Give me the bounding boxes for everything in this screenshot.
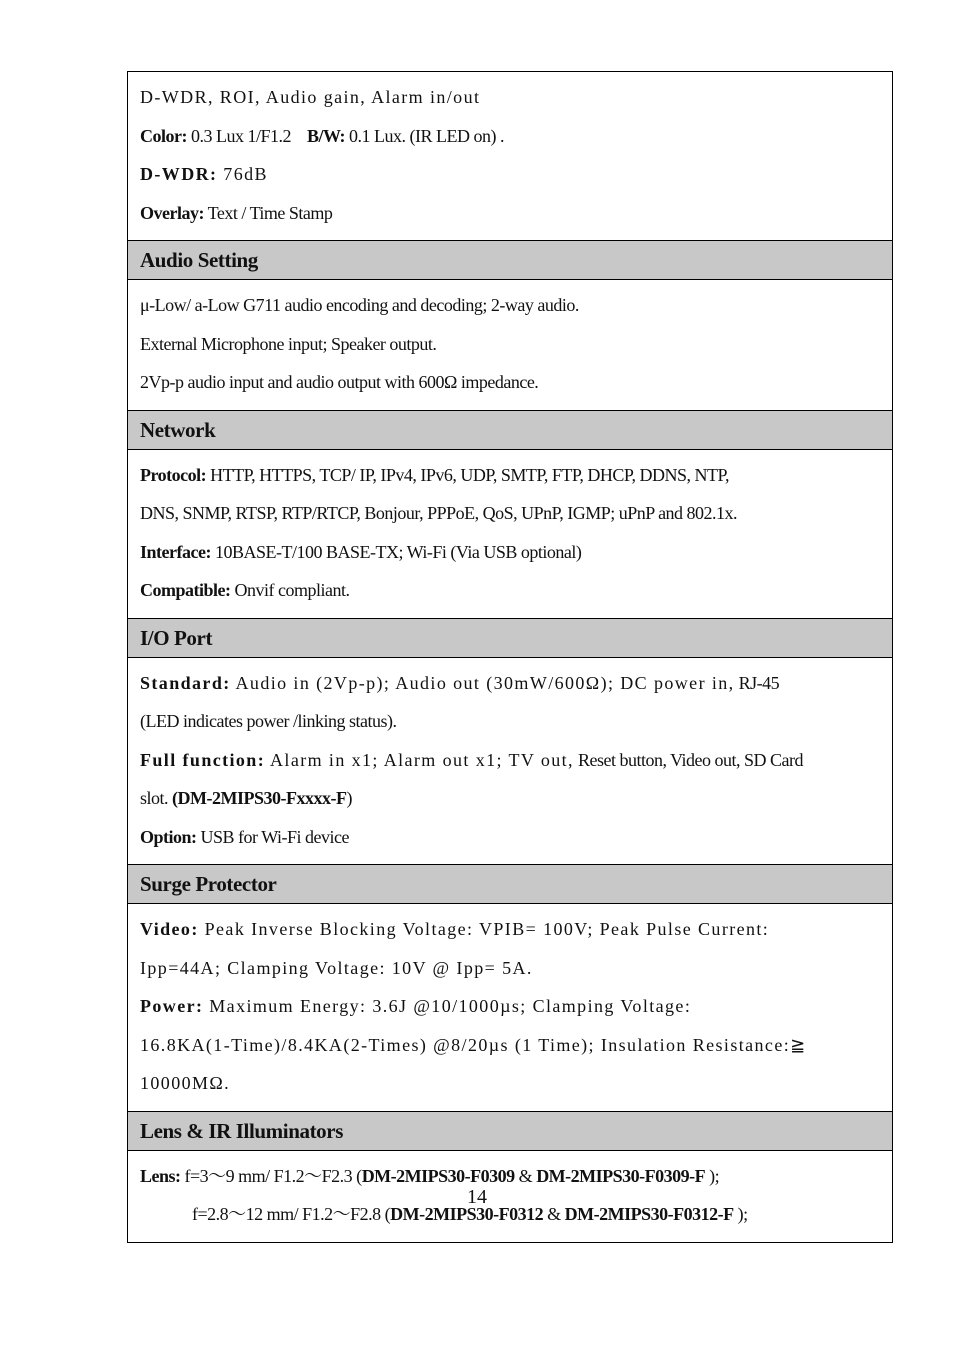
standard-value: Audio in (2Vp-p); Audio out (30mW/600Ω); DC power in, (230, 672, 735, 693)
lens-model-0309-f: DM-2MIPS30-F0309-F (536, 1165, 706, 1186)
protocol-label: Protocol: (140, 464, 207, 485)
surge-power-label: Power: (140, 996, 204, 1016)
surge-video-line (140, 910, 880, 949)
page-number: 14 (467, 1186, 487, 1208)
lens-model-0312: DM-2MIPS30-F0312 (390, 1204, 544, 1224)
audio-line-2: External Microphone input; Speaker output. (140, 333, 437, 354)
lens-label: Lens: (140, 1165, 181, 1186)
standard-label: Standard: (140, 672, 231, 693)
full-function-model: (DM-2MIPS30-Fxxxx-F (172, 788, 347, 808)
lens-spec-2: f=2.8～12 mm/ F1.2～F2.8 ( (192, 1204, 391, 1224)
full-function-label: Full function: (140, 749, 266, 770)
features-line: D-WDR, ROI, Audio gain, Alarm in/out (140, 87, 481, 107)
protocol-line (140, 456, 880, 495)
surge-power-value: Maximum Energy: 3.6J @10/1000µs; Clamping Voltage: (203, 996, 692, 1016)
surge-power-line-2: 16.8KA(1-Time)/8.4KA(2-Times) @8/20µs (1 Time); Insulation Resistance:≧ (140, 1034, 807, 1055)
standard-line (140, 664, 880, 703)
option-label: Option: (140, 826, 197, 847)
section-header-network: Network (128, 410, 892, 449)
audio-line-1: μ-Low/ a-Low G711 audio encoding and decoding; 2-way audio. (140, 295, 579, 315)
full-function-line (140, 741, 880, 780)
option-value: USB for Wi-Fi device (196, 826, 349, 847)
color-label: Color: (140, 125, 187, 146)
lens-end-2: ); (733, 1204, 748, 1224)
lens-model-0312-f: DM-2MIPS30-F0312-F (564, 1204, 734, 1224)
full-function-close: ) (346, 788, 352, 808)
bw-label: B/W: (307, 125, 346, 146)
video-features-block (128, 72, 892, 240)
interface-line (140, 533, 880, 572)
section-header-io-port: I/O Port (128, 618, 892, 657)
full-function-value: Alarm in x1; Alarm out x1; TV out, (265, 749, 574, 770)
bw-value: 0.1 Lux. (IR LED on) . (345, 125, 504, 146)
color-line (140, 117, 880, 156)
surge-power-line (140, 987, 880, 1026)
section-header-lens: Lens & IR Illuminators (128, 1111, 892, 1150)
lens-spec-1: f=3～9 mm/ F1.2～F2.3 ( (180, 1165, 362, 1186)
color-value: 0.3 Lux 1/F1.2 (186, 125, 291, 146)
surge-power-line-3: 10000MΩ. (140, 1073, 231, 1093)
compatible-label: Compatible: (140, 580, 231, 600)
section-header-audio: Audio Setting (128, 240, 892, 279)
standard-line-2: (LED indicates power /linking status). (140, 711, 397, 731)
protocol-value: HTTP, HTTPS, TCP/ IP, IPv4, IPv6, UDP, SMTP, FTP, DHCP, DDNS, NTP, (206, 464, 729, 485)
surge-video-label: Video: (140, 919, 199, 939)
io-port-block (128, 657, 892, 865)
audio-block (128, 279, 892, 410)
standard-value-tail: RJ-45 (734, 672, 780, 693)
dwdr-line (140, 155, 880, 194)
lens-and-2: & (543, 1204, 565, 1224)
lens-and-1: & (514, 1165, 537, 1186)
surge-video-line-2: Ipp=44A; Clamping Voltage: 10V @ Ipp= 5A. (140, 957, 533, 978)
surge-video-value: Peak Inverse Blocking Voltage: VPIB= 100V; Peak Pulse Current: (198, 919, 770, 939)
full-function-line-2 (140, 779, 880, 818)
compatible-value: Onvif compliant. (230, 580, 350, 600)
section-header-surge: Surge Protector (128, 864, 892, 903)
network-block (128, 449, 892, 618)
full-function-slot: slot. (140, 788, 173, 808)
overlay-value: Text / Time Stamp (203, 202, 333, 223)
overlay-label: Overlay: (140, 202, 204, 223)
full-function-value-tail: Reset button, Video out, SD Card (573, 749, 804, 770)
dwdr-label: D-WDR: (140, 164, 218, 184)
lens-end-1: ); (705, 1165, 720, 1186)
option-line (140, 818, 880, 857)
interface-value: 10BASE-T/100 BASE-TX; Wi-Fi (Via USB optional) (210, 541, 582, 562)
dwdr-value: 76dB (217, 164, 268, 184)
audio-line-3: 2Vp-p audio input and audio output with 600Ω impedance. (140, 372, 539, 392)
interface-label: Interface: (140, 541, 211, 562)
protocol-line-2: DNS, SNMP, RTSP, RTP/RTCP, Bonjour, PPPoE, QoS, UPnP, IGMP; uPnP and 802.1x. (140, 503, 738, 523)
surge-block (128, 903, 892, 1111)
lens-model-0309: DM-2MIPS30-F0309 (361, 1165, 515, 1186)
compatible-line (140, 571, 880, 610)
spec-table (127, 71, 893, 1243)
overlay-line (140, 194, 880, 233)
